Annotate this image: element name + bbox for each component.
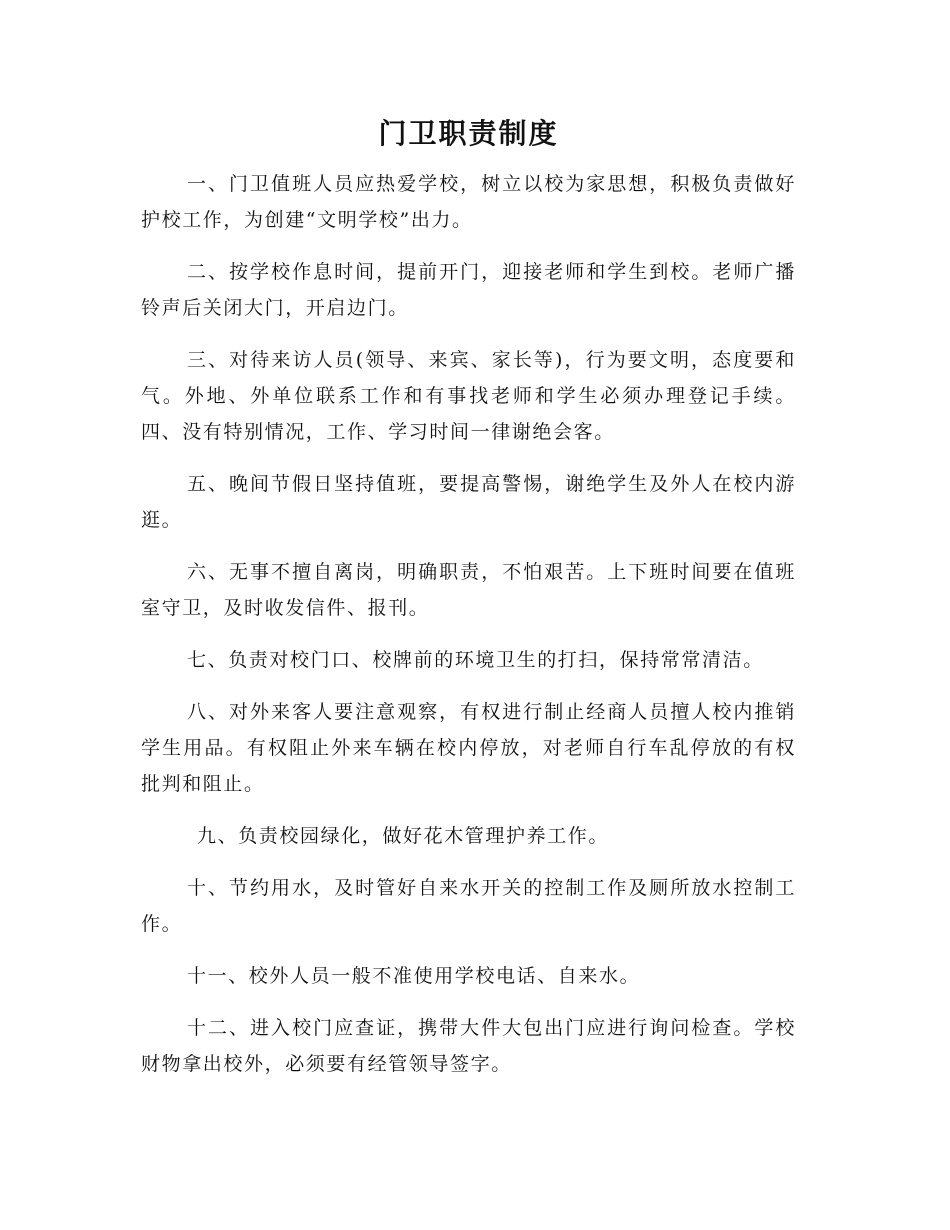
paragraph-9: 九、负责校园绿化，做好花木管理护养工作。 [197,825,610,847]
paragraph-2: 二、按学校作息时间，提前开门，迎接老师和学生到校。老师广播铃声后关闭大门，开启边门。 [141,261,796,319]
paragraph-8: 八、对外来客人要注意观察，有权进行制止经商人员擅人校内推销学生用品。有权阻止外来车辆在校内停放，对老师自行车乱停放的有权批判和阻止。 [141,701,796,795]
paragraph-10: 十、节约用水，及时管好自来水开关的控制工作及厕所放水控制工作。 [141,877,796,935]
paragraph-11: 十一、校外人员一般不准使用学校电话、自来水。 [187,965,641,987]
paragraph-7: 七、负责对校门口、校牌前的环境卫生的打扫，保持常常清洁。 [187,649,764,671]
paragraph-5: 五、晚间节假日坚持值班，要提高警惕，谢绝学生及外人在校内游逛。 [141,473,796,531]
paragraph-12: 十二、进入校门应查证，携带大件大包出门应进行询问检查。学校财物拿出校外，必须要有经管领导签字。 [141,1017,796,1075]
document-page [141,112,796,1098]
document-title: 门卫职责制度 [378,117,559,150]
paragraph-1: 一、门卫值班人员应热爱学校，树立以校为家思想，积极负责做好护校工作，为创建“文明学校”出力。 [141,173,796,231]
paragraph-3: 三、对待来访人员(领导、来宾、家长等)，行为要文明，态度要和气。外地、外单位联系工作和有事找老师和学生必须办理登记手续。 四、没有特别情况，工作、学习时间一律谢绝会客。 [141,349,796,443]
paragraph-6: 六、无事不擅自离岗，明确职责，不怕艰苦。上下班时间要在值班室守卫，及时收发信件、报刊。 [141,561,796,619]
